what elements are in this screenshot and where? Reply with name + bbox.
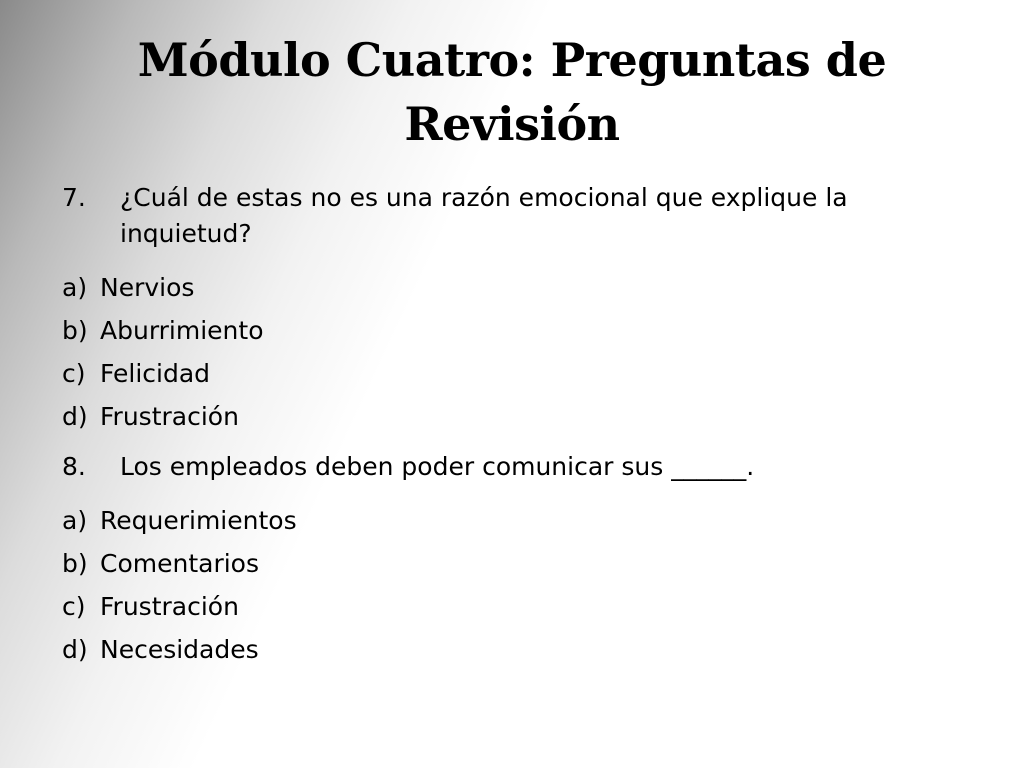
answer-option (62, 395, 962, 438)
answer-options-8 (62, 499, 962, 671)
option-text: Nervios (100, 273, 195, 302)
answer-option (62, 266, 962, 309)
answer-option (62, 542, 962, 585)
option-letter: d) (62, 402, 88, 431)
option-letter: b) (62, 316, 88, 345)
option-text: Comentarios (100, 549, 259, 578)
option-letter: b) (62, 549, 88, 578)
slide-title: Módulo Cuatro: Preguntas de Revisión (137, 33, 887, 151)
option-text: Aburrimiento (100, 316, 264, 345)
option-letter: c) (62, 359, 86, 388)
option-letter: d) (62, 635, 88, 664)
option-text: Frustración (100, 402, 239, 431)
option-text: Requerimientos (100, 506, 297, 535)
option-text: Frustración (100, 592, 239, 621)
option-text: Necesidades (100, 635, 259, 664)
option-letter: a) (62, 506, 88, 535)
question-8 (62, 449, 962, 485)
question-number: 8. (62, 452, 86, 481)
answer-option (62, 628, 962, 671)
question-number: 7. (62, 183, 86, 212)
option-text: Felicidad (100, 359, 211, 388)
answer-option (62, 352, 962, 395)
answer-option (62, 585, 962, 628)
slide-body (62, 180, 962, 671)
option-letter: c) (62, 592, 86, 621)
question-text: Los empleados deben poder comunicar sus ______. (120, 452, 755, 481)
answer-options-7 (62, 266, 962, 438)
answer-option (62, 499, 962, 542)
question-7 (62, 180, 962, 252)
option-letter: a) (62, 273, 88, 302)
answer-option (62, 309, 962, 352)
question-text: ¿Cuál de estas no es una razón emocional que explique la inquietud? (120, 183, 848, 248)
